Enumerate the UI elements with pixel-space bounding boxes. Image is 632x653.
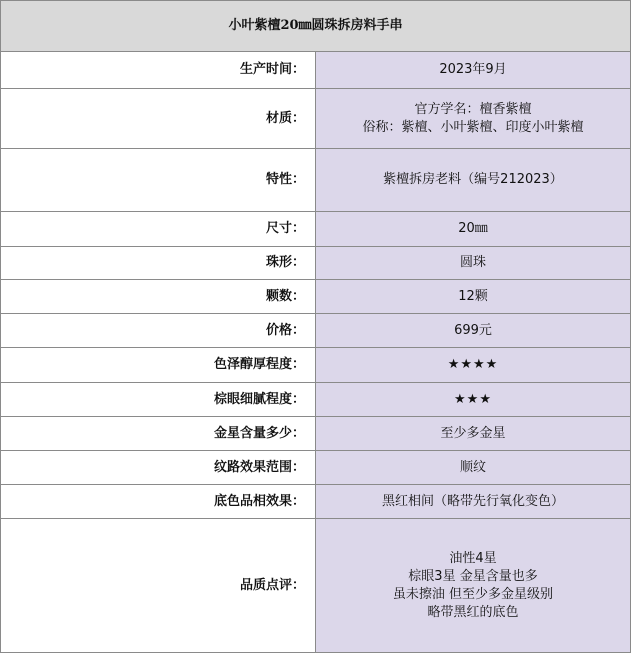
value-grain-pattern: 顺纹: [316, 451, 631, 485]
value-production-time: 2023年9月: [316, 52, 631, 89]
label-feature: 特性：: [1, 149, 316, 212]
value-bead-shape: 圆珠: [316, 247, 631, 280]
label-bead-count: 颗数：: [1, 280, 316, 314]
value-quality-review: [316, 519, 631, 653]
value-price: 699元: [316, 314, 631, 348]
label-price: 价格：: [1, 314, 316, 348]
label-quality-review: 品质点评：: [1, 519, 316, 653]
label-grain-pattern: 纹路效果范围：: [1, 451, 316, 485]
label-size: 尺寸：: [1, 212, 316, 247]
rating-color-richness: ★★★★: [316, 348, 631, 383]
label-color-richness: 色泽醇厚程度：: [1, 348, 316, 383]
label-bead-shape: 珠形：: [1, 247, 316, 280]
material-official-name: 官方学名：檀香紫檀: [414, 101, 532, 117]
review-line: 虽未擦油 但至少多金星级别: [392, 586, 554, 602]
value-gold-star-content: 至少多金星: [316, 417, 631, 451]
value-base-color: 黑红相间（略带先行氧化变色）: [316, 485, 631, 519]
value-bead-count: 12颗: [316, 280, 631, 314]
label-material: 材质：: [1, 89, 316, 149]
rating-pore-fineness: ★★★: [316, 383, 631, 417]
label-production-time: 生产时间：: [1, 52, 316, 89]
label-base-color: 底色品相效果：: [1, 485, 316, 519]
review-line: 油性4星: [449, 550, 497, 566]
table-title: 小叶紫檀20㎜圆珠拆房料手串: [1, 1, 631, 52]
label-gold-star-content: 金星含量多少：: [1, 417, 316, 451]
review-line: 棕眼3星 金星含量也多: [408, 568, 538, 584]
value-material: [316, 89, 631, 149]
value-feature: 紫檀拆房老料（编号212023）: [316, 149, 631, 212]
value-size: 20㎜: [316, 212, 631, 247]
label-pore-fineness: 棕眼细腻程度：: [1, 383, 316, 417]
material-common-names: 俗称：紫檀、小叶紫檀、印度小叶紫檀: [362, 119, 584, 135]
review-line: 略带黑红的底色: [427, 604, 519, 620]
